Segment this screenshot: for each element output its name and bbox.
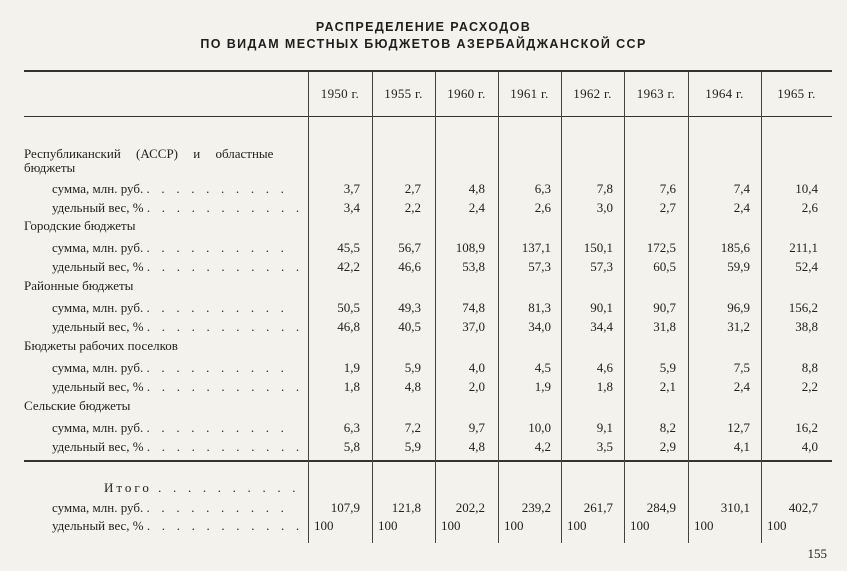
table-cell: 284,9 <box>646 500 676 515</box>
table-cell: 16,2 <box>795 420 818 435</box>
table-cell: 6,3 <box>343 420 360 435</box>
table-cell: 310,1 <box>720 500 750 515</box>
table-cell: 4,5 <box>534 360 551 375</box>
table-cell: 3,0 <box>596 200 613 215</box>
table-cell: 57,3 <box>528 259 551 274</box>
budget-table <box>24 70 832 543</box>
table-cell: 2,2 <box>404 200 421 215</box>
leader-dots: . . . . . . . . . . . <box>146 259 304 274</box>
row-label <box>52 181 288 197</box>
table-cell: 4,6 <box>596 360 613 375</box>
group-heading-text: Городские бюджеты <box>24 218 136 233</box>
group-heading-cont <box>24 158 832 178</box>
table-cell: 3,5 <box>596 439 613 454</box>
group-heading-text: Бюджеты рабочих поселков <box>24 338 178 353</box>
table-row <box>24 377 832 397</box>
row-label-text: сумма, млн. руб. <box>52 300 144 315</box>
title-line-2: ПО ВИДАМ МЕСТНЫХ БЮДЖЕТОВ АЗЕРБАЙДЖАНСКОЙ ССР <box>200 37 647 51</box>
table-cell: 4,0 <box>468 360 485 375</box>
table-cell: 10,0 <box>528 420 551 435</box>
table-cell: 150,1 <box>583 240 613 255</box>
table-cell: 5,9 <box>404 360 421 375</box>
title-line-1: РАСПРЕДЕЛЕНИЕ РАСХОДОВ <box>315 20 532 34</box>
leader-dots: . . . . . . . . . . . <box>146 518 304 533</box>
table-cell: 137,1 <box>521 240 551 255</box>
table-row <box>24 238 832 258</box>
table-cell: 7,4 <box>733 181 750 196</box>
leader-dots: . . . . . . . . . . <box>146 181 289 196</box>
table-cell: 2,4 <box>733 379 750 394</box>
table-cell: 52,4 <box>795 259 818 274</box>
leader-dots: . . . . . . . . . . <box>158 480 300 495</box>
table-cell: 2,4 <box>468 200 485 215</box>
table-cell: 261,7 <box>583 500 613 515</box>
row-label <box>52 518 303 534</box>
table-cell: 121,8 <box>391 500 421 515</box>
table-cell: 50,5 <box>337 300 360 315</box>
table-cell: 53,8 <box>462 259 485 274</box>
table-cell: 57,3 <box>590 259 613 274</box>
table-cell: 108,9 <box>455 240 485 255</box>
group-heading <box>24 276 832 296</box>
table-cell: 38,8 <box>795 319 818 334</box>
table-cell: 202,2 <box>455 500 485 515</box>
table-cell: 60,5 <box>653 259 676 274</box>
table-cell: 45,5 <box>337 240 360 255</box>
table-cell: 74,8 <box>462 300 485 315</box>
row-label-text: удельный вес, % <box>52 319 144 334</box>
table-cell: 100 <box>694 518 714 533</box>
total-heading-text: Итого <box>104 480 152 495</box>
page-number: 155 <box>807 546 827 561</box>
table-cell: 90,7 <box>653 300 676 315</box>
row-label <box>52 420 288 436</box>
table-cell: 2,9 <box>659 439 676 454</box>
leader-dots: . . . . . . . . . . <box>146 360 289 375</box>
table-cell: 56,7 <box>398 240 421 255</box>
table-cell: 100 <box>378 518 398 533</box>
table-row <box>24 317 832 337</box>
row-label-text: сумма, млн. руб. <box>52 360 144 375</box>
table-row <box>24 358 832 378</box>
total-heading <box>24 478 832 498</box>
year-header: 1964 г. <box>705 86 744 101</box>
table-cell: 34,4 <box>590 319 613 334</box>
rule-header-bottom <box>24 116 832 117</box>
row-label-text: сумма, млн. руб. <box>52 500 144 515</box>
table-cell: 8,8 <box>801 360 818 375</box>
table-row <box>24 257 832 277</box>
leader-dots: . . . . . . . . . . . <box>146 319 304 334</box>
rule-top <box>24 70 832 72</box>
year-header: 1960 г. <box>447 86 486 101</box>
table-cell: 37,0 <box>462 319 485 334</box>
table-row <box>24 516 832 536</box>
table-cell: 172,5 <box>646 240 676 255</box>
table-cell: 2,7 <box>404 181 421 196</box>
table-cell: 34,0 <box>528 319 551 334</box>
year-header: 1961 г. <box>510 86 549 101</box>
total-heading-label <box>104 480 300 496</box>
row-label-text: удельный вес, % <box>52 259 144 274</box>
table-cell: 40,5 <box>398 319 421 334</box>
leader-dots: . . . . . . . . . . <box>146 300 289 315</box>
group-heading <box>24 396 832 416</box>
table-row <box>24 418 832 438</box>
row-label <box>52 259 303 275</box>
table-cell: 100 <box>630 518 650 533</box>
table-cell: 42,2 <box>337 259 360 274</box>
table-cell: 59,9 <box>727 259 750 274</box>
table-cell: 5,9 <box>659 360 676 375</box>
table-row <box>24 198 832 218</box>
table-cell: 100 <box>567 518 587 533</box>
table-cell: 100 <box>504 518 524 533</box>
table-cell: 7,6 <box>659 181 676 196</box>
table-cell: 90,1 <box>590 300 613 315</box>
table-cell: 100 <box>767 518 787 533</box>
group-heading-text: Районные бюджеты <box>24 278 134 293</box>
table-cell: 402,7 <box>788 500 818 515</box>
table-cell: 1,9 <box>534 379 551 394</box>
table-cell: 2,2 <box>801 379 818 394</box>
group-heading-text: бюджеты <box>24 160 76 175</box>
leader-dots: . . . . . . . . . . . <box>146 439 304 454</box>
row-label <box>52 500 288 516</box>
table-cell: 4,8 <box>468 439 485 454</box>
leader-dots: . . . . . . . . . . . <box>146 379 304 394</box>
table-cell: 5,9 <box>404 439 421 454</box>
table-cell: 7,8 <box>596 181 613 196</box>
table-cell: 2,1 <box>659 379 676 394</box>
table-cell: 185,6 <box>720 240 750 255</box>
row-label <box>52 200 303 216</box>
table-cell: 31,8 <box>653 319 676 334</box>
table-cell: 239,2 <box>521 500 551 515</box>
year-header: 1962 г. <box>573 86 612 101</box>
row-label-text: сумма, млн. руб. <box>52 240 144 255</box>
table-cell: 156,2 <box>788 300 818 315</box>
table-cell: 10,4 <box>795 181 818 196</box>
table-cell: 4,2 <box>534 439 551 454</box>
table-cell: 6,3 <box>534 181 551 196</box>
table-cell: 2,4 <box>733 200 750 215</box>
group-heading-text: Республиканский (АССР) и областные <box>24 146 274 161</box>
table-cell: 100 <box>441 518 461 533</box>
group-heading <box>24 336 832 356</box>
row-label <box>52 240 288 256</box>
table-title <box>0 19 847 53</box>
table-cell: 211,1 <box>789 240 818 255</box>
year-header: 1965 г. <box>777 86 816 101</box>
row-label-text: удельный вес, % <box>52 518 144 533</box>
table-cell: 81,3 <box>528 300 551 315</box>
row-label-text: удельный вес, % <box>52 439 144 454</box>
table-cell: 2,0 <box>468 379 485 394</box>
year-header: 1955 г. <box>384 86 423 101</box>
table-row <box>24 498 832 518</box>
row-label-text: сумма, млн. руб. <box>52 420 144 435</box>
row-label <box>52 319 303 335</box>
leader-dots: . . . . . . . . . . <box>146 240 289 255</box>
table-cell: 31,2 <box>727 319 750 334</box>
rule-total-top <box>24 460 832 462</box>
table-cell: 12,7 <box>727 420 750 435</box>
row-label-text: сумма, млн. руб. <box>52 181 144 196</box>
table-cell: 46,6 <box>398 259 421 274</box>
table-cell: 7,2 <box>404 420 421 435</box>
table-cell: 3,7 <box>343 181 360 196</box>
table-cell: 5,8 <box>343 439 360 454</box>
table-cell: 1,8 <box>596 379 613 394</box>
row-label <box>52 300 288 316</box>
table-cell: 2,6 <box>801 200 818 215</box>
table-cell: 1,9 <box>343 360 360 375</box>
table-cell: 46,8 <box>337 319 360 334</box>
table-cell: 2,7 <box>659 200 676 215</box>
table-cell: 49,3 <box>398 300 421 315</box>
row-label-text: удельный вес, % <box>52 379 144 394</box>
group-heading <box>24 216 832 236</box>
table-cell: 7,5 <box>733 360 750 375</box>
table-cell: 96,9 <box>727 300 750 315</box>
table-cell: 4,1 <box>733 439 750 454</box>
table-cell: 9,1 <box>596 420 613 435</box>
leader-dots: . . . . . . . . . . <box>146 420 289 435</box>
table-cell: 4,8 <box>468 181 485 196</box>
year-header: 1950 г. <box>320 86 360 101</box>
table-cell: 4,8 <box>404 379 421 394</box>
table-cell: 3,4 <box>343 200 360 215</box>
table-row <box>24 437 832 457</box>
table-cell: 9,7 <box>468 420 485 435</box>
table-row <box>24 179 832 199</box>
table-row <box>24 298 832 318</box>
leader-dots: . . . . . . . . . . <box>146 500 289 515</box>
table-cell: 1,8 <box>343 379 360 394</box>
row-label <box>52 360 288 376</box>
group-heading-text: Сельские бюджеты <box>24 398 131 413</box>
row-label <box>52 379 303 395</box>
year-header: 1963 г. <box>636 86 676 101</box>
row-label-text: удельный вес, % <box>52 200 144 215</box>
table-cell: 8,2 <box>659 420 676 435</box>
table-cell: 107,9 <box>330 500 360 515</box>
leader-dots: . . . . . . . . . . . <box>146 200 304 215</box>
table-cell: 100 <box>314 518 334 533</box>
table-cell: 2,6 <box>534 200 551 215</box>
table-cell: 4,0 <box>801 439 818 454</box>
row-label <box>52 439 303 455</box>
